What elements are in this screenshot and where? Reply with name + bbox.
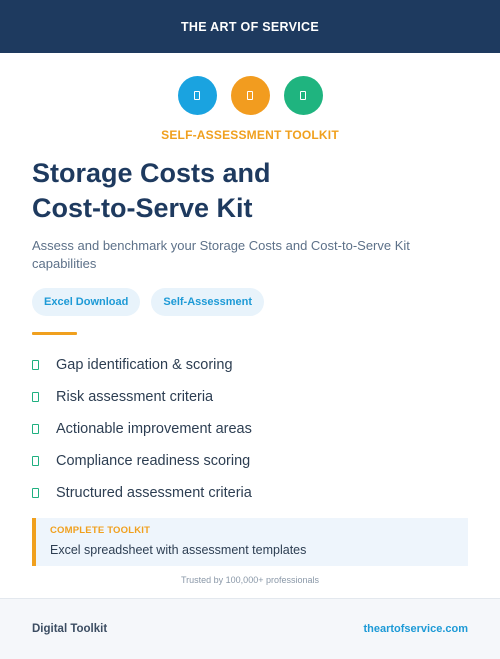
document-icon-orange (231, 76, 270, 115)
list-item (32, 477, 252, 509)
header-bar (0, 0, 500, 53)
feature-text: Gap identification & scoring (56, 357, 233, 373)
badge-excel-download: Excel Download (32, 288, 140, 316)
check-icon (32, 392, 39, 402)
feature-text: Structured assessment criteria (56, 485, 252, 501)
badge-row (32, 288, 264, 316)
page-title (32, 156, 472, 226)
check-icon (32, 424, 39, 434)
callout-text: Excel spreadsheet with assessment templates (50, 543, 307, 557)
list-item (32, 445, 252, 477)
kicker-label: SELF-ASSESSMENT TOOLKIT (161, 128, 339, 142)
list-item (32, 413, 252, 445)
footer-bar (0, 598, 500, 659)
footer-label: Digital Toolkit (32, 623, 108, 635)
website-link[interactable]: theartofservice.com (363, 623, 468, 635)
check-icon (32, 360, 39, 370)
title-line-1: Storage Costs and (32, 158, 271, 188)
subtitle: Assess and benchmark your Storage Costs and Cost-to-Serve Kit capabilities (32, 238, 410, 271)
badge-self-assessment: Self-Assessment (151, 288, 264, 316)
document-icon-green (284, 76, 323, 115)
document-icon (247, 91, 253, 100)
feature-text: Risk assessment criteria (56, 389, 214, 405)
brand-title: THE ART OF SERVICE (180, 19, 320, 34)
check-icon (32, 456, 39, 466)
list-item (32, 349, 252, 381)
document-icon-blue (178, 76, 217, 115)
feature-text: Actionable improvement areas (56, 421, 252, 437)
icon-row (0, 76, 500, 115)
callout-label: COMPLETE TOOLKIT (50, 525, 151, 536)
list-item (32, 381, 252, 413)
trusted-note: Trusted by 100,000+ professionals (180, 575, 319, 585)
feature-list (32, 349, 252, 509)
accent-divider (32, 332, 77, 335)
feature-text: Compliance readiness scoring (56, 453, 251, 469)
toolkit-callout (32, 518, 468, 566)
title-line-2: Cost-to-Serve Kit (32, 193, 253, 223)
document-icon (194, 91, 200, 100)
document-icon (300, 91, 306, 100)
check-icon (32, 488, 39, 498)
